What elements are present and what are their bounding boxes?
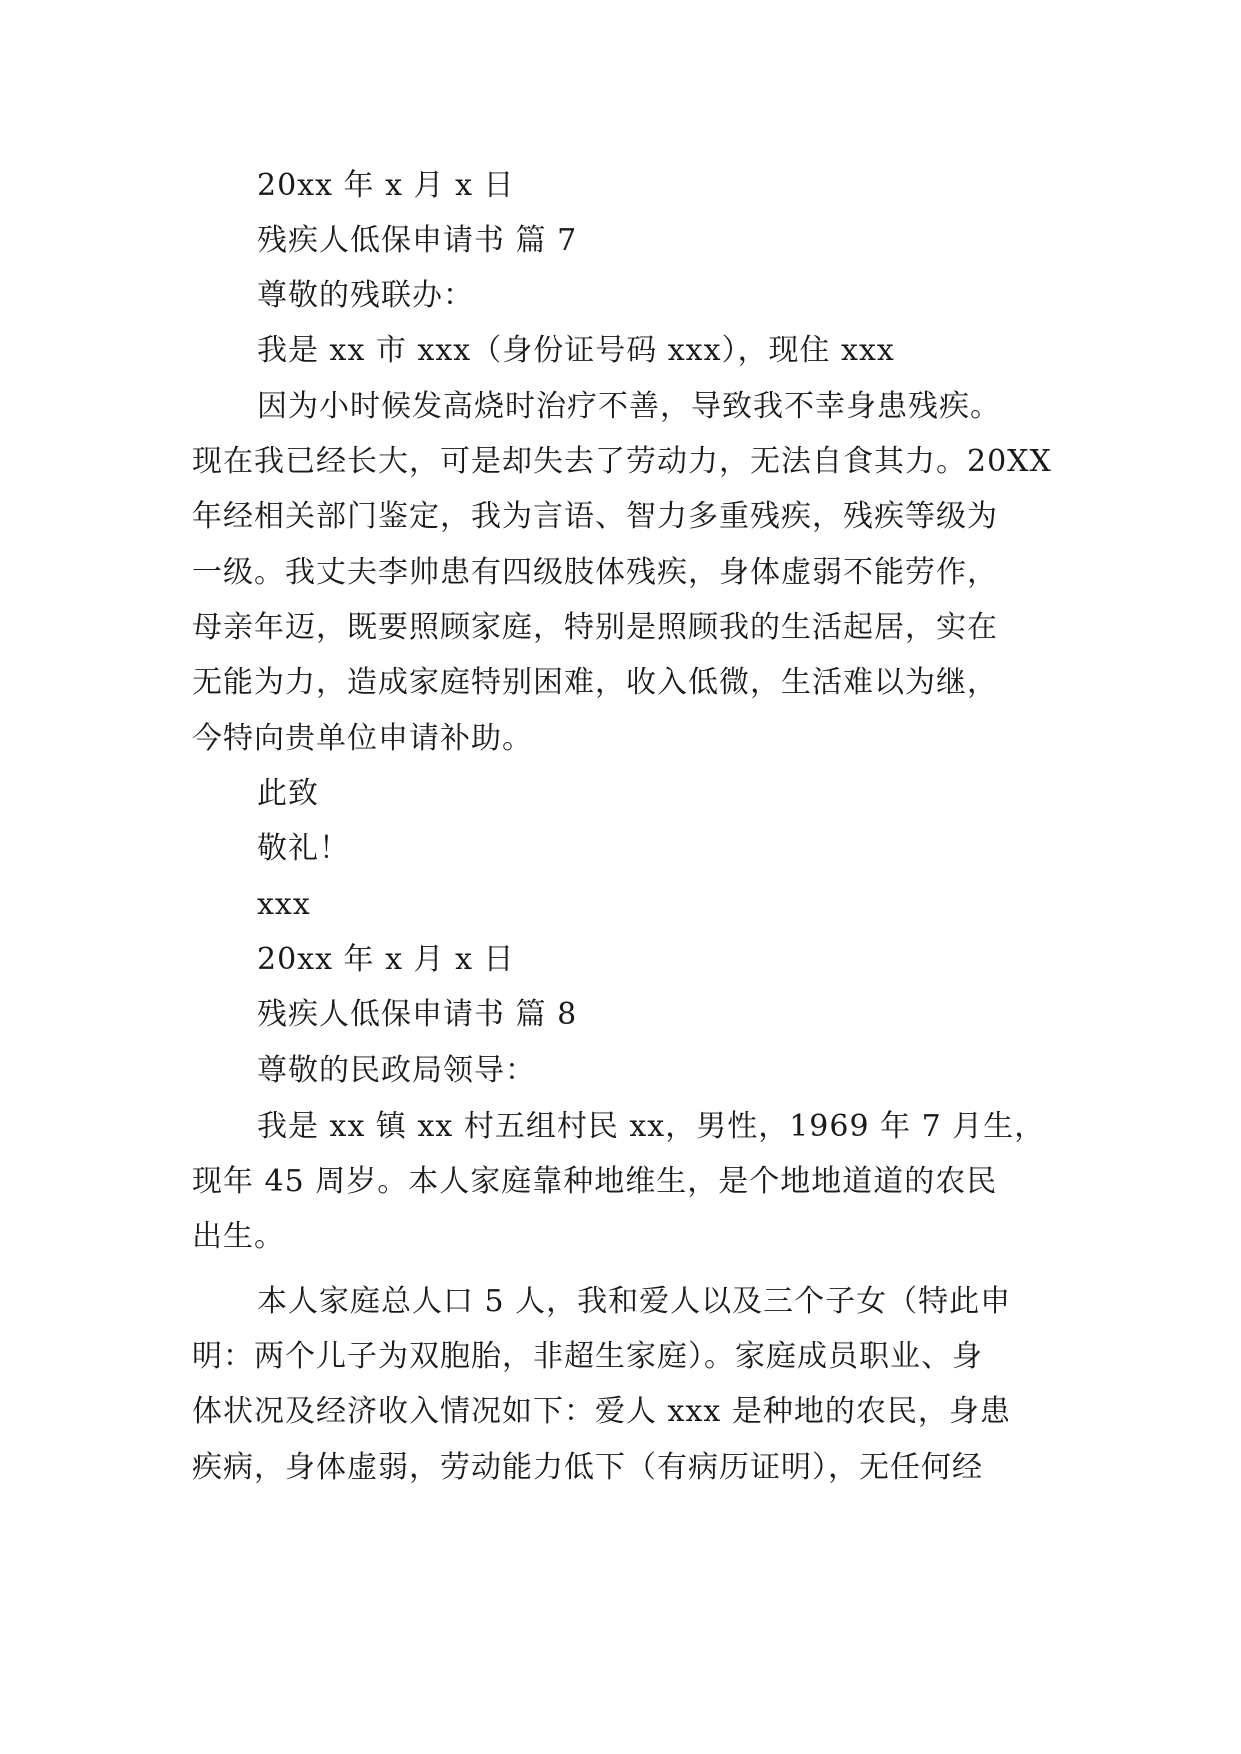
paragraph-line: 我是 xx 镇 xx 村五组村民 xx，男性，1969 年 7 月生， xyxy=(257,1109,1046,1144)
paragraph-line: 明：两个儿子为双胞胎，非超生家庭）。家庭成员职业、身 xyxy=(192,1339,983,1374)
section-title-8: 残疾人低保申请书 篇 8 xyxy=(257,997,578,1032)
paragraph-line: 体状况及经济收入情况如下：爱人 xxx 是种地的农民，身患 xyxy=(192,1394,1011,1429)
paragraph-line: 现年 45 周岁。本人家庭靠种地维生，是个地地道道的农民 xyxy=(192,1164,998,1199)
paragraph-line: 一级。我丈夫李帅患有四级肢体残疾，身体虚弱不能劳作， xyxy=(192,555,998,590)
paragraph-line: 我是 xx 市 xxx（身份证号码 xxx），现住 xxx xyxy=(257,333,895,368)
paragraph-line: 今特向贵单位申请补助。 xyxy=(192,721,533,756)
paragraph-line: 年经相关部门鉴定，我为言语、智力多重残疾，残疾等级为 xyxy=(192,499,998,534)
paragraph-line: 因为小时候发高烧时治疗不善，导致我不幸身患残疾。 xyxy=(257,389,1001,424)
paragraph-line: 母亲年迈，既要照顾家庭，特别是照顾我的生活起居，实在 xyxy=(192,610,998,645)
paragraph-line: 无能为力，造成家庭特别困难，收入低微，生活难以为继， xyxy=(192,665,998,700)
paragraph-line: 本人家庭总人口 5 人，我和爱人以及三个子女（特此申 xyxy=(257,1284,1012,1319)
salutation-2: 尊敬的民政局领导： xyxy=(257,1053,536,1088)
closing-line: 此致 xyxy=(257,776,319,811)
date-line-1: 20xx 年 x 月 x 日 xyxy=(257,168,515,203)
date-line-2: 20xx 年 x 月 x 日 xyxy=(257,942,515,977)
paragraph-line: 出生。 xyxy=(192,1219,285,1254)
section-title-7: 残疾人低保申请书 篇 7 xyxy=(257,223,578,258)
closing-line: 敬礼！ xyxy=(257,831,350,866)
paragraph-line: 疾病，身体虚弱，劳动能力低下（有病历证明），无任何经 xyxy=(192,1450,983,1485)
salutation-1: 尊敬的残联办： xyxy=(257,278,474,313)
signature: xxx xyxy=(257,887,311,922)
paragraph-line: 现在我已经长大，可是却失去了劳动力，无法自食其力。20XX xyxy=(192,444,1052,479)
